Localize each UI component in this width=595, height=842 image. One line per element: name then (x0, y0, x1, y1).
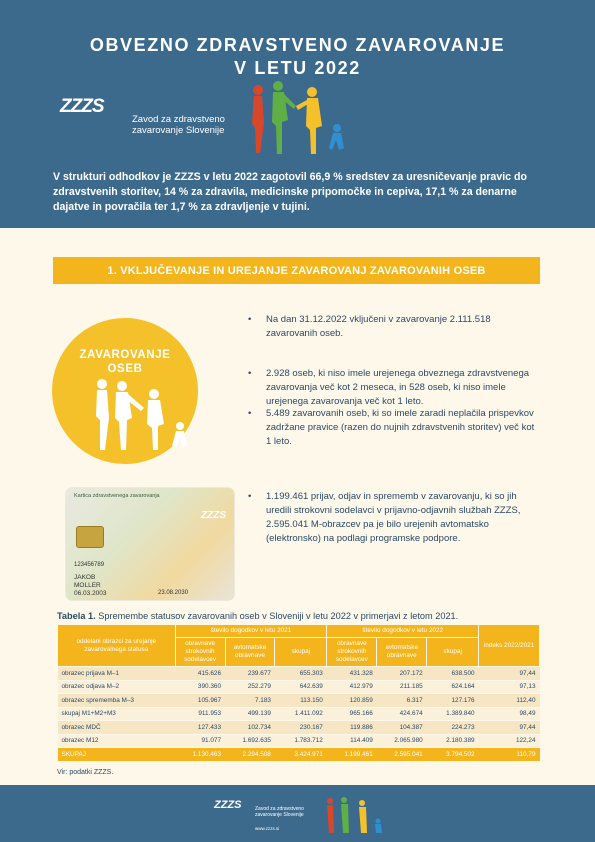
table-cell: 1.389.840 (427, 707, 479, 721)
circle-label: ZAVAROVANJE OSEB (79, 349, 171, 375)
table-cell: obrazec prijava M–1 (58, 667, 176, 681)
col-head-index: indeks 2022/2021 (479, 625, 540, 667)
table-cell: 1.130.463 (175, 748, 225, 762)
table-cell: 7.183 (225, 694, 275, 708)
table-cell: 252.279 (225, 680, 275, 694)
table-cell: obrazec MDČ (58, 721, 176, 735)
table-cell: 122,24 (479, 734, 540, 748)
table-row (58, 721, 540, 735)
table-cell: 211.185 (377, 680, 427, 694)
table-cell: 102.734 (225, 721, 275, 735)
table-cell: 230.167 (275, 721, 327, 735)
col-group-2022: število dogodkov v letu 2022 (327, 625, 479, 638)
footer-url: www.zzzs.si (255, 826, 280, 831)
table-cell: 97,44 (479, 721, 540, 735)
table-cell: 2.595.041 (377, 748, 427, 762)
table-cell: 127.176 (427, 694, 479, 708)
table-cell: SKUPAJ (58, 748, 176, 762)
family-figures-icon (240, 78, 360, 158)
col-head-total: skupaj (275, 638, 327, 667)
table-cell: skupaj M1+M2+M3 (58, 707, 176, 721)
table-row (58, 707, 540, 721)
table-cell: 655.303 (275, 667, 327, 681)
table-cell: 911.953 (175, 707, 225, 721)
page-title: OBVEZNO ZDRAVSTVENO ZAVAROVANJE V LETU 2022 (89, 35, 506, 78)
table-cell: 105.967 (175, 694, 225, 708)
table-cell: 6.317 (377, 694, 427, 708)
table-cell: 120.859 (327, 694, 377, 708)
table-cell: 91.077 (175, 734, 225, 748)
table-cell: 1.411.092 (275, 707, 327, 721)
table-cell: 638.500 (427, 667, 479, 681)
table-cell: 119.886 (327, 721, 377, 735)
table-cell: 965.166 (327, 707, 377, 721)
table-cell: 431.328 (327, 667, 377, 681)
card-number: 123456789 (74, 562, 105, 568)
table-cell: 3.794.502 (427, 748, 479, 762)
table-cell: 1.692.635 (225, 734, 275, 748)
col-head-forms: oddelani obrazci za urejanje zavarovalnega statusa (58, 625, 176, 667)
insurance-card (66, 488, 234, 600)
col-head-auto: avtomatske obravnave (377, 638, 427, 667)
col-head-total: skupaj (427, 638, 479, 667)
table-cell: 424.674 (377, 707, 427, 721)
card-chip-icon (76, 526, 104, 548)
table-cell: obrazec odjava M–2 (58, 680, 176, 694)
col-head-staff: obravnave strokovnih sodelavcev (327, 638, 377, 667)
table-cell: 1.199.461 (327, 748, 377, 762)
footer-logo-mark: ZZZS (214, 799, 242, 811)
footer-logo-text: Zavod za zdravstveno zavarovanje Slovenije (255, 806, 304, 818)
table-cell: 114.409 (327, 734, 377, 748)
footer-family-icon (320, 795, 390, 835)
table-cell: 98,49 (479, 707, 540, 721)
table-cell: 624.164 (427, 680, 479, 694)
card-logo: ZZZS (201, 510, 226, 521)
card-title: Kartica zdravstvenega zavarovanja (74, 493, 160, 499)
table-cell: 3.424.971 (275, 748, 327, 762)
table-cell: 499.139 (225, 707, 275, 721)
table-cell: 239.677 (225, 667, 275, 681)
table-cell: obrazec M12 (58, 734, 176, 748)
table-cell: 104.387 (377, 721, 427, 735)
table-row (58, 667, 540, 681)
logo-text: Zavod za zdravstveno zavarovanje Slovenije (132, 114, 225, 136)
table-cell: 207.172 (377, 667, 427, 681)
bullet-item: • Na dan 31.12.2022 vključeni v zavarovanje 2.111.518 zavarovanih oseb. (248, 314, 491, 339)
table-cell: 2.065.980 (377, 734, 427, 748)
card-holder: JAKOB MOLLER 06.03.2003 (74, 574, 107, 597)
bullet-item: • 2.928 oseb, ki niso imele urejenega obveznega zdravstvenega zavarovanja več kot 2 meseca, in 528 oseb, ki niso imele urejenega zavarovanja več kot 1 leto. (248, 368, 530, 407)
table-total-row (58, 748, 540, 762)
table-row (58, 694, 540, 708)
table-cell: 97,44 (479, 667, 540, 681)
intro-paragraph: V strukturi odhodkov je ZZZS v letu 2022 zagotovil 66,9 % sredstev za uresničevanje pravic do zdravstvenih storitev, 14 % za zdravila, medicinske pripomočke in cepiva, 17,1 % za denarne dajatve in povračila ter 1,7 % za zdravljenje v tujini. (53, 171, 527, 213)
bullet-item: • 1.199.461 prijav, odjav in sprememb v zavarovanju, ki so jih uredili strokovni sodelavci v prijavno-odjavnih službah ZZZS, 2.595.041 M-obrazcev pa je bilo urejenih avtomatsko (elektronsko) na podlagi programske podpore. (248, 491, 521, 544)
section-title: 1. VKLJUČEVANJE IN UREJANJE ZAVAROVANJ ZAVAROVANIH OSEB (53, 257, 540, 284)
card-expiry: 23.08.2030 (158, 590, 189, 596)
table-cell: 642.639 (275, 680, 327, 694)
table-cell: 110,79 (479, 748, 540, 762)
table-cell: 127.433 (175, 721, 225, 735)
table-row (58, 734, 540, 748)
table-cell: 97,13 (479, 680, 540, 694)
table-cell: 2.180.389 (427, 734, 479, 748)
family-silhouette-icon (88, 378, 198, 454)
table-cell: 415.626 (175, 667, 225, 681)
table-cell: 1.783.712 (275, 734, 327, 748)
table-caption: Tabela 1. Spremembe statusov zavarovanih oseb v Sloveniji v letu 2022 v primerjavi z letom 2021. (57, 611, 459, 621)
zzzs-logo-mark: ZZZS (60, 96, 104, 117)
table-row (58, 680, 540, 694)
table-cell: 390.360 (175, 680, 225, 694)
table-cell: 113.150 (275, 694, 327, 708)
bullet-item: • 5.489 zavarovanih oseb, ki so imele zaradi neplačila prispevkov zadržane pravice (razen do nujnih zdravstvenih storitev) več kot 1 leto. (248, 408, 535, 447)
col-head-staff: obravnave strokovnih sodelavcev (175, 638, 225, 667)
status-table (57, 624, 540, 762)
table-cell: obrazec sprememba M–3 (58, 694, 176, 708)
table-cell: 2.294.508 (225, 748, 275, 762)
col-head-auto: avtomatske obravnave (225, 638, 275, 667)
col-group-2021: število dogodkov v letu 2021 (175, 625, 327, 638)
table-cell: 112,40 (479, 694, 540, 708)
table-cell: 224.273 (427, 721, 479, 735)
table-cell: 412.979 (327, 680, 377, 694)
table-source: Vir: podatki ZZZS. (57, 769, 114, 776)
